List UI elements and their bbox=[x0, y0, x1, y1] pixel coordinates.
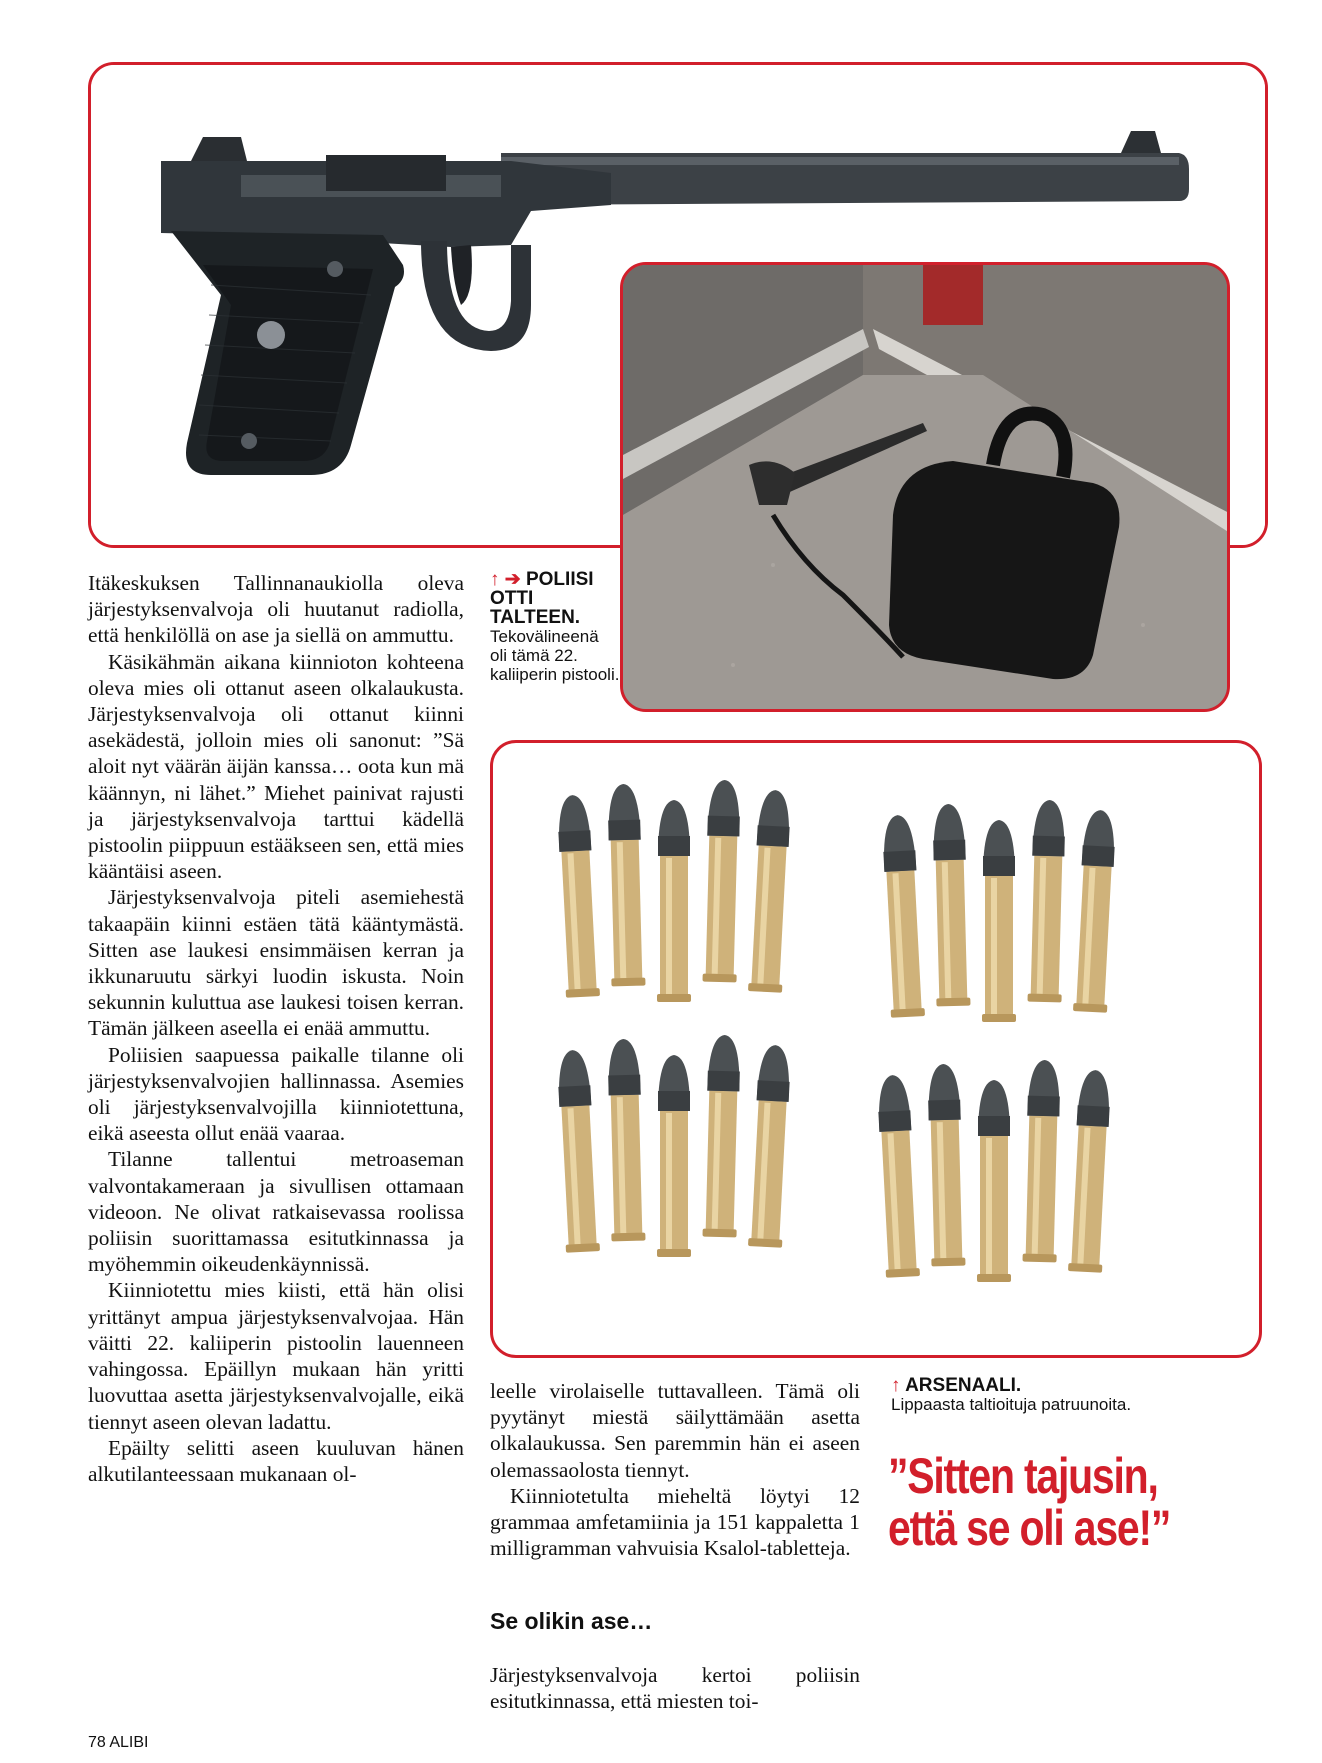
paragraph: Poliisien saapuessa paikalle tilanne oli järjestyksenvalvojien hallinnassa. Asemies oli järjestyksenvalvojilla kiinniotettuna, eikä aseesta ollut enää vaaraa. bbox=[88, 1042, 464, 1146]
arrow-up-icon: ↑ bbox=[891, 1375, 901, 1396]
cartridge bbox=[657, 800, 691, 1002]
cartridge bbox=[982, 820, 1016, 1022]
paragraph: Järjestyksenvalvoja piteli asemiehestä takaapäin kiinni estäen tätä kääntymästä. Sitten ase laukesi ensimmäisen kerran ja ikkunaruutu särkyi luodin iskusta. Noin sekunnin kuluttua ase laukesi toisen kerran. Tämän jälkeen aseella ei enää ammuttu. bbox=[88, 885, 464, 1041]
article-column-2 bbox=[490, 1378, 860, 1561]
article-column-2-continued bbox=[490, 1662, 860, 1714]
arrow-up-right-icon: ↑ ➔ bbox=[490, 569, 521, 590]
caption-heading: ↑ ➔ POLIISI OTTI TALTEEN. bbox=[490, 569, 594, 628]
paragraph: Järjestyksenvalvoja kertoi poliisin esitutkinnassa, että miesten toi- bbox=[490, 1663, 860, 1714]
cartridge bbox=[875, 1074, 920, 1278]
caption-text: Lippaasta taltioituja patruunoita. bbox=[891, 1395, 1132, 1414]
cartridge bbox=[748, 1044, 793, 1248]
caption-heading: ↑ ARSENAALI. bbox=[891, 1375, 1022, 1396]
photo-caption-pistol bbox=[490, 570, 620, 684]
paragraph: Epäilty selitti aseen kuuluvan hänen alkutilanteessaan mukanaan ol- bbox=[88, 1435, 464, 1486]
cartridge bbox=[1022, 1060, 1061, 1263]
cartridge bbox=[1027, 800, 1066, 1003]
cartridge bbox=[1068, 1069, 1113, 1273]
cartridge bbox=[702, 780, 741, 983]
cartridge bbox=[702, 1035, 741, 1238]
section-subheading: Se olikin ase… bbox=[490, 1608, 653, 1634]
page-folio: 78 ALIBI bbox=[88, 1734, 149, 1751]
paragraph: Käsikähmän aikana kiinnioton kohteena oleva mies oli ottanut aseen olkalaukusta. Järjestyksenvalvoja oli ottanut kiinni asekädestä, jolloin mies oli sanonut: ”Sä aloit nyt väärän äijän kanssa… oota kun mä käännyn, ni lähet.” Miehet painivat rajusti ja järjestyksenvalvoja tarttui kädellä pistoolin piippuun estääkseen sen, että mies kääntäisi aseen. bbox=[88, 649, 464, 884]
cartridge bbox=[555, 1049, 600, 1253]
cartridge bbox=[1073, 809, 1118, 1013]
pull-quote bbox=[888, 1450, 1191, 1554]
cartridge bbox=[977, 1080, 1011, 1282]
cartridges-photo-frame bbox=[490, 740, 1262, 1358]
cartridge bbox=[606, 1039, 645, 1242]
scene-photo-frame bbox=[620, 262, 1230, 712]
paragraph: Kiinniotetulta mieheltä löytyi 12 grammaa amfetamiinia ja 151 kappaletta 1 milligramman vahvuisia Ksalol-tabletteja. bbox=[490, 1483, 860, 1561]
caption-text: Tekovälineenä oli tämä 22. kaliiperin pistooli. bbox=[490, 627, 620, 684]
paragraph: Tilanne tallentui metroaseman valvontakameraan ja sivullisen ottamaan videoon. Ne olivat ratkaisevassa roolissa poliisin suorittamassa esitutkinnassa ja myöhemmin oikeudenkäynnissä. bbox=[88, 1147, 464, 1277]
paragraph: Itäkeskuksen Tallinnanaukiolla oleva järjestyksenvalvoja oli huutanut radiolla, että henkilöllä on ase ja siellä on ammuttu. bbox=[88, 571, 464, 648]
article-column-1 bbox=[88, 570, 464, 1487]
photo-caption-ammo bbox=[891, 1376, 1251, 1414]
cartridges-photo bbox=[493, 743, 1262, 1358]
cartridge bbox=[880, 814, 925, 1018]
pull-quote-line: ”Sitten tajusin, bbox=[888, 1448, 1158, 1504]
cartridge bbox=[606, 784, 645, 987]
cartridge bbox=[748, 789, 793, 993]
cartridge bbox=[931, 804, 970, 1007]
cartridge bbox=[555, 794, 600, 998]
cartridge bbox=[657, 1055, 691, 1257]
cartridge bbox=[926, 1064, 965, 1267]
paragraph: Kiinniotettu mies kiisti, että hän olisi yrittänyt ampua järjestyksenvalvojaa. Hän väitti 22. kaliiperin pistoolin lauenneen vahingossa. Epäillyn mukaan hän yritti luovuttaa asetta järjestyksenvalvojalle, eikä tiennyt aseen olevan ladattu. bbox=[88, 1278, 464, 1434]
floor-scene-photo bbox=[623, 265, 1230, 712]
paragraph: leelle virolaiselle tuttavalleen. Tämä oli pyytänyt miestä säilyttämään asetta olkalaukussa. Sen paremmin hän ei aseen olemassaolosta tiennyt. bbox=[490, 1379, 860, 1482]
pull-quote-line: että se oli ase!” bbox=[888, 1500, 1171, 1556]
